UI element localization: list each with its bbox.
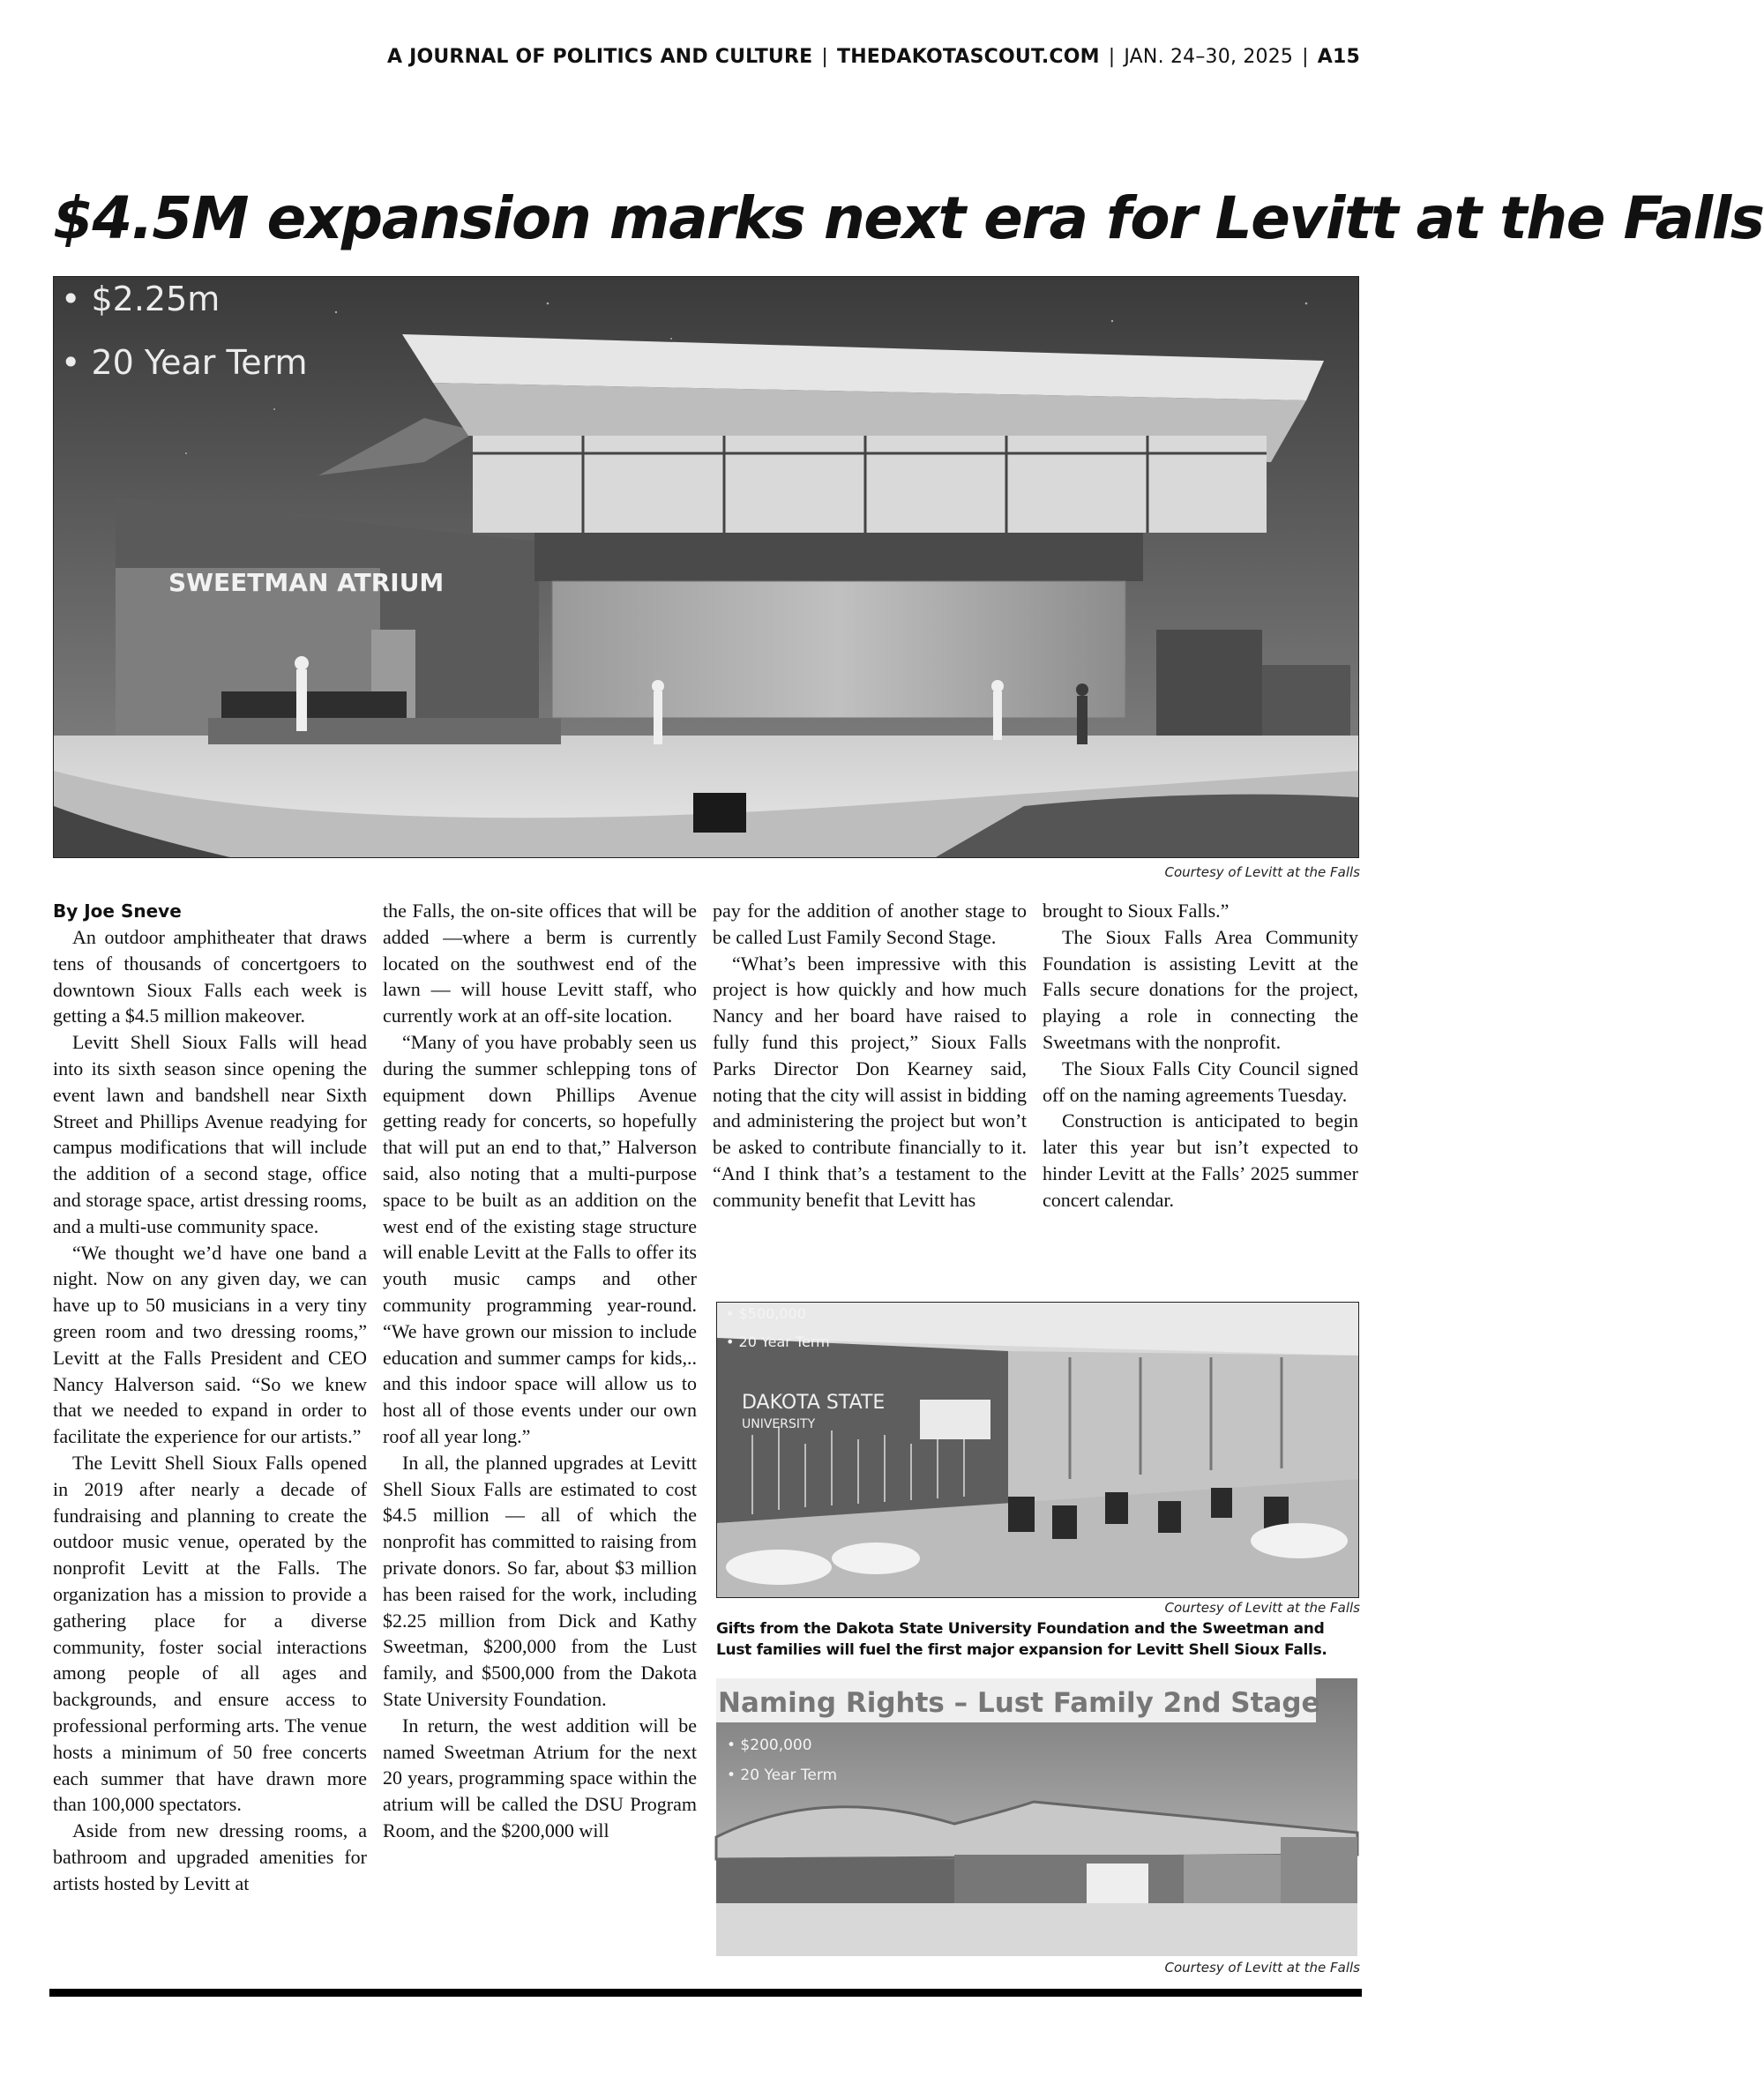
paragraph: “What’s been impressive with this project is how quickly and how much Nancy and her board have raised to fully fund this project,” Sioux Falls Parks Director Don Kearney said, noting that the city will assist in bidding and administering the project but won’t be asked to contribute financially to it. “And I think that’s a testament to the community benefit that Levitt has xyxy=(713,952,1027,1211)
paragraph: pay for the addition of another stage to be called Lust Family Second Stage. xyxy=(713,900,1027,948)
stage-title: Naming Rights – Lust Family 2nd Stage xyxy=(718,1687,1320,1719)
dsu-funding-term: • 20 Year Term xyxy=(726,1333,830,1350)
article-column-1 xyxy=(53,898,367,1896)
atrium-sign-text: SWEETMAN ATRIUM xyxy=(168,568,445,597)
page-header xyxy=(387,46,1360,68)
paragraph: brought to Sioux Falls.” xyxy=(1043,900,1230,922)
article-column-4 xyxy=(1043,898,1358,1214)
bottom-rule xyxy=(49,1989,1362,1997)
dsu-funding-amount: • $500,000 xyxy=(726,1305,806,1322)
byline: By Joe Sneve xyxy=(53,900,182,922)
page-number: A15 xyxy=(1317,46,1360,68)
photo2-caption: Gifts from the Dakota State University Foundation and the Sweetman and Lust families will fuel the first major expansion for Levitt Shell Sioux Falls. xyxy=(716,1620,1327,1659)
funding-term: • 20 Year Term xyxy=(61,343,308,382)
header-separator: | xyxy=(1108,46,1116,68)
dsu-sign-line-1: DAKOTA STATE xyxy=(742,1392,886,1414)
photo3-credit: Courtesy of Levitt at the Falls xyxy=(1164,1960,1360,1976)
stage-funding-amount: • $200,000 xyxy=(727,1737,812,1754)
headline: $4.5M expansion marks next era for Levitt at the Falls xyxy=(53,184,1764,252)
paragraph: “We thought we’d have one band a night. Now on any given day, we can have up to 50 musicians in a very tiny green room and two dressing rooms,” Levitt at the Falls President and CEO Nancy Halverson said. “So we knew that we needed to expand in order to facilitate the experience for our artists.” xyxy=(53,1241,367,1448)
paragraph: The Sioux Falls Area Community Foundation is assisting Levitt at the Falls secure donations for the project, playing a role in connecting the Sweetmans with the nonprofit. xyxy=(1043,925,1358,1053)
paragraph: The Sioux Falls City Council signed off on the naming agreements Tuesday. xyxy=(1043,1057,1358,1106)
article-column-2 xyxy=(383,898,697,1844)
funding-amount: • $2.25m xyxy=(61,280,220,318)
paragraph: Aside from new dressing rooms, a bathroom and upgraded amenities for artists hosted by Levitt at xyxy=(53,1819,367,1894)
atrium-rendering xyxy=(54,277,1358,857)
main-photo xyxy=(53,276,1359,858)
stage-funding-term: • 20 Year Term xyxy=(727,1767,838,1784)
dsu-sign-line-2: UNIVERSITY xyxy=(742,1417,816,1431)
paragraph: Levitt Shell Sioux Falls will head into its sixth season since opening the event lawn and bandshell near Sixth Street and Phillips Avenue readying for campus modifications that will include the addition of a second stage, office and storage space, artist dressing rooms, and a multi-use community space. xyxy=(53,1031,367,1237)
article-column-3 xyxy=(713,898,1027,1214)
paragraph: The Levitt Shell Sioux Falls opened in 2019 after nearly a decade of fundraising and planning to create the outdoor music venue, operated by the nonprofit Levitt at the Falls. The organization has a mission to provide a gathering place for a diverse community, foster social interactions among people of all ages and backgrounds, and ensure access to professional performing arts. The venue hosts a minimum of 50 free concerts each summer that have drawn more than 100,000 spectators. xyxy=(53,1451,367,1816)
program-room-rendering xyxy=(717,1303,1358,1597)
paragraph: In all, the planned upgrades at Levitt Shell Sioux Falls are estimated to cost $4.5 million — all of which the nonprofit has committed to raising from private donors. So far, about $3 million has been raised for the work, including $2.25 million from Dick and Kathy Sweetman, $200,000 from the Lust family, and $500,000 from the Dakota State University Foundation. xyxy=(383,1451,697,1710)
header-separator: | xyxy=(1302,46,1309,68)
journal-tagline: A JOURNAL OF POLITICS AND CULTURE xyxy=(387,46,813,68)
main-photo-credit: Courtesy of Levitt at the Falls xyxy=(1164,864,1360,880)
paragraph: Construction is anticipated to begin later this year but isn’t expected to hinder Levitt at the Falls’ 2025 summer concert calendar. xyxy=(1043,1109,1358,1211)
header-separator: | xyxy=(821,46,828,68)
paragraph: An outdoor amphitheater that draws tens of thousands of concertgoers to downtown Sioux Falls each week is getting a $4.5 million makeover. xyxy=(53,926,367,1027)
paragraph: the Falls, the on-site offices that will be added —where a berm is currently located on the southwest end of the lawn — will house Levitt staff, who currently work at an off-site location. xyxy=(383,900,697,1027)
issue-date: JAN. 24–30, 2025 xyxy=(1124,46,1294,68)
dsu-program-room-photo xyxy=(716,1302,1359,1598)
second-stage-rendering xyxy=(716,1678,1357,1956)
paragraph: In return, the west addition will be named Sweetman Atrium for the next 20 years, programming space within the atrium will be called the DSU Program Room, and the $200,000 will xyxy=(383,1714,697,1841)
lust-stage-photo xyxy=(716,1678,1357,1956)
photo2-credit: Courtesy of Levitt at the Falls xyxy=(1164,1600,1360,1616)
paragraph: “Many of you have probably seen us during the summer schlepping tons of equipment down Phillips Avenue getting ready for concerts, so hopefully that will put an end to that,” Halverson said, also noting that a multi-purpose space to be built as an addition on the west end of the existing stage structure will enable Levitt at the Falls to offer its youth music camps and other community programming year-round. “We have grown our mission to include education and summer camps for kids,.. and this indoor space will allow us to host all of those events under our own roof all year long.” xyxy=(383,1030,697,1447)
site-link[interactable]: THEDAKOTASCOUT.COM xyxy=(836,46,1100,68)
